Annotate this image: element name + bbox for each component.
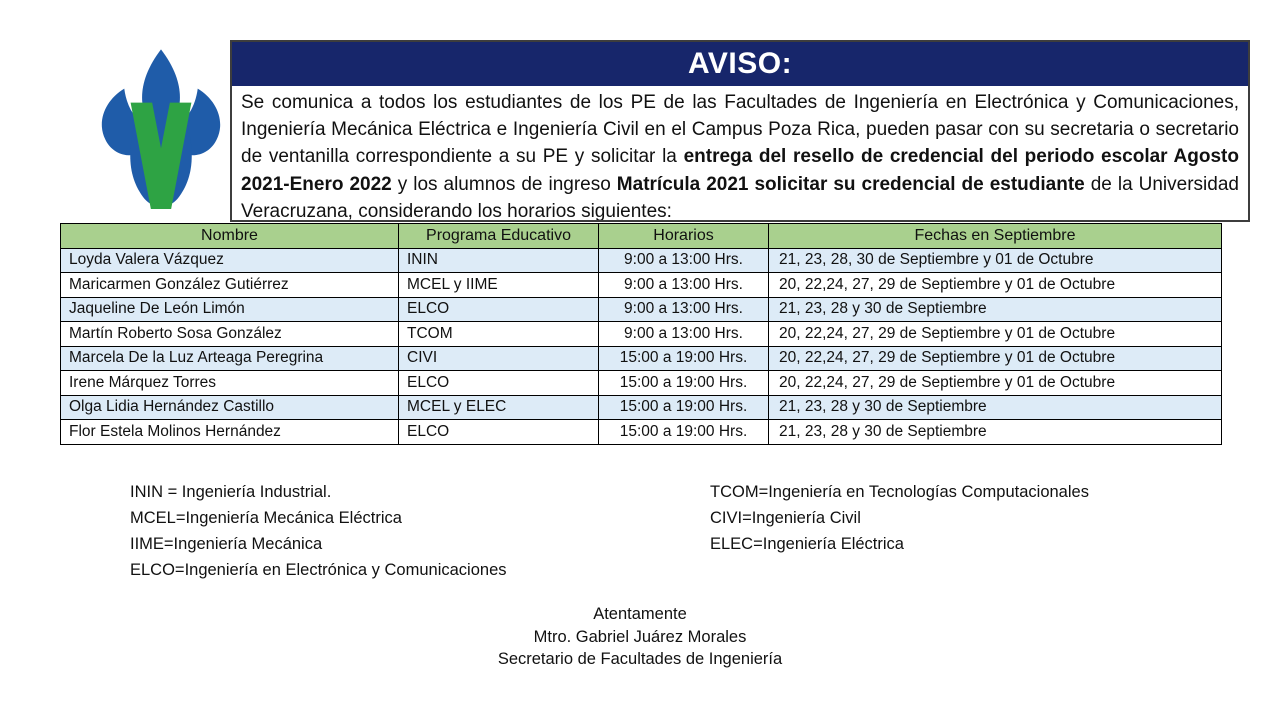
signature-line: Atentamente (593, 605, 687, 623)
table-cell: Loyda Valera Vázquez (61, 248, 399, 273)
legend-entry: TCOM=Ingeniería en Tecnologías Computacionales (710, 483, 1089, 501)
table-cell: 20, 22,24, 27, 29 de Septiembre y 01 de Octubre (769, 371, 1222, 396)
table-cell: 20, 22,24, 27, 29 de Septiembre y 01 de Octubre (769, 273, 1222, 298)
table-cell: TCOM (399, 322, 599, 347)
legend-entry: IIME=Ingeniería Mecánica (130, 535, 323, 553)
notice-segment: de la Universidad Veracruzana, considerando los horarios siguientes: (241, 173, 1239, 220)
notice-segment: Se comunica a todos los estudiantes de los PE de las Facultades de Ingeniería en Electrónica y Comunicaciones, Ingeniería Mecánica Eléctrica e Ingeniería Civil en el Campus Poza Rica, pueden pasar con su secretaria o secretario de ventanilla correspondiente a su PE y solicitar la (241, 92, 1239, 168)
table-cell: 9:00 a 13:00 Hrs. (599, 273, 769, 298)
notice-bold-segment: Matrícula 2021 solicitar su credencial de estudiante (616, 173, 1085, 195)
table-cell: ELCO (399, 297, 599, 322)
table-cell: 9:00 a 13:00 Hrs. (599, 248, 769, 273)
table-cell: Martín Roberto Sosa González (61, 322, 399, 347)
table-cell: 15:00 a 19:00 Hrs. (599, 371, 769, 396)
table-cell: 20, 22,24, 27, 29 de Septiembre y 01 de Octubre (769, 346, 1222, 371)
legend-entry: MCEL=Ingeniería Mecánica Eléctrica (130, 509, 402, 527)
signature-block (0, 603, 1280, 671)
table-row (61, 420, 1222, 445)
table-row (61, 346, 1222, 371)
legend-left-column (130, 479, 507, 583)
notice-box (230, 40, 1250, 222)
legend-entry: CIVI=Ingeniería Civil (710, 509, 861, 527)
table-cell: 15:00 a 19:00 Hrs. (599, 395, 769, 420)
table-cell: ELCO (399, 420, 599, 445)
table-row (61, 273, 1222, 298)
table-cell: Maricarmen González Gutiérrez (61, 273, 399, 298)
table-row (61, 371, 1222, 396)
table-cell: Flor Estela Molinos Hernández (61, 420, 399, 445)
table-cell: 9:00 a 13:00 Hrs. (599, 297, 769, 322)
table-cell: MCEL y IIME (399, 273, 599, 298)
table-body (61, 248, 1222, 444)
table-cell: MCEL y ELEC (399, 395, 599, 420)
table-header-row (61, 224, 1222, 249)
table-cell: 9:00 a 13:00 Hrs. (599, 322, 769, 347)
table-cell: ELCO (399, 371, 599, 396)
table-cell: CIVI (399, 346, 599, 371)
column-header-1: Programa Educativo (399, 224, 599, 249)
table-cell: 21, 23, 28 y 30 de Septiembre (769, 297, 1222, 322)
table-cell: Marcela De la Luz Arteaga Peregrina (61, 346, 399, 371)
table-cell: Irene Márquez Torres (61, 371, 399, 396)
notice-title: AVISO: (687, 47, 793, 80)
table-cell: 21, 23, 28, 30 de Septiembre y 01 de Octubre (769, 248, 1222, 273)
legend-entry: ININ = Ingeniería Industrial. (130, 483, 332, 501)
table-cell: 20, 22,24, 27, 29 de Septiembre y 01 de Octubre (769, 322, 1222, 347)
legend-entry: ELEC=Ingeniería Eléctrica (710, 535, 904, 553)
universidad-veracruzana-logo (85, 42, 237, 224)
legend-entry: ELCO=Ingeniería en Electrónica y Comunicaciones (130, 561, 507, 579)
table-row (61, 395, 1222, 420)
uv-logo-graphic (85, 42, 237, 224)
table-row (61, 322, 1222, 347)
column-header-2: Horarios (599, 224, 769, 249)
notice-bold-segment: entrega del resello de credencial del periodo escolar Agosto 2021-Enero 2022 (241, 146, 1239, 195)
table-cell: ININ (399, 248, 599, 273)
column-header-3: Fechas en Septiembre (769, 224, 1222, 249)
table-row (61, 297, 1222, 322)
notice-header-bar (232, 42, 1248, 86)
table-cell: 15:00 a 19:00 Hrs. (599, 420, 769, 445)
table-cell: 21, 23, 28 y 30 de Septiembre (769, 395, 1222, 420)
table-row (61, 248, 1222, 273)
schedule-table (60, 223, 1222, 445)
legend-right-column (710, 479, 1089, 557)
notice-text (232, 86, 1248, 220)
table-cell: 15:00 a 19:00 Hrs. (599, 346, 769, 371)
signature-line: Mtro. Gabriel Juárez Morales (533, 627, 747, 646)
table-cell: Jaqueline De León Limón (61, 297, 399, 322)
table-cell: 21, 23, 28 y 30 de Septiembre (769, 420, 1222, 445)
table-cell: Olga Lidia Hernández Castillo (61, 395, 399, 420)
column-header-0: Nombre (61, 224, 399, 249)
signature-line: Secretario de Facultades de Ingeniería (497, 650, 783, 668)
notice-segment: y los alumnos de ingreso (391, 173, 617, 195)
